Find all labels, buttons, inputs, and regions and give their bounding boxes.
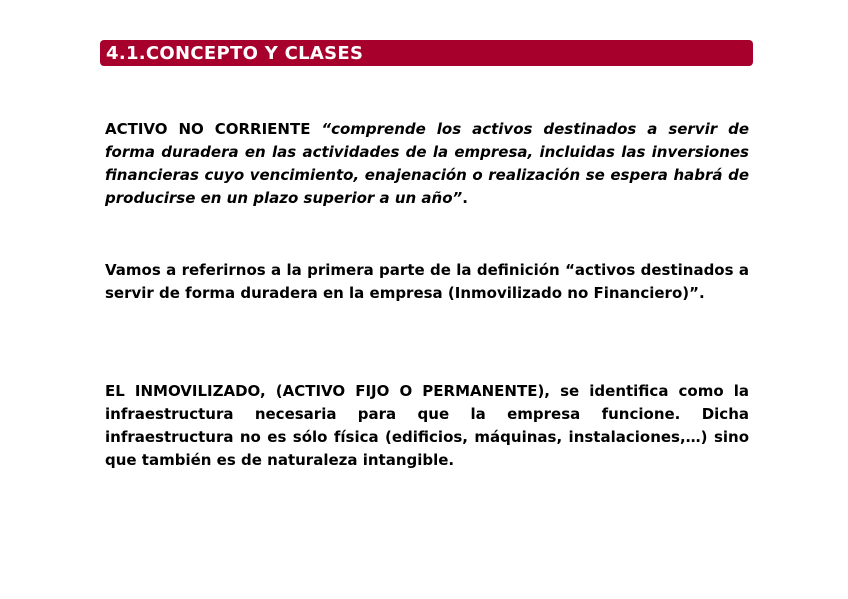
term-activo-no-corriente: ACTIVO NO CORRIENTE xyxy=(105,120,322,138)
definition-quote: “comprende los activos destinados a servir de forma duradera en las actividades de la empresa, incluidas las inversiones financieras cuyo vencimiento, enajenación o realización se espera habrá de producirse en un plazo superior a un año” xyxy=(105,120,750,207)
paragraph-el-inmovilizado: EL INMOVILIZADO, (ACTIVO FIJO O PERMANENTE), se identifica como la infraestructura necesaria para que la empresa funcione. Dicha infraestructura no es sólo física (edificios, máquinas, instalaciones,…) sino que también es de naturaleza intangible. xyxy=(105,382,749,469)
paragraph-inmovilizado-no-financiero: Vamos a referirnos a la primera parte de la definición “activos destinados a servir de forma duradera en la empresa (Inmovilizado no Financiero)”. xyxy=(105,261,749,302)
definition-end-period: . xyxy=(462,189,468,207)
slide-title: 4.1.CONCEPTO Y CLASES xyxy=(106,42,364,64)
paragraph-activo-no-corriente xyxy=(105,118,749,210)
slide-title-bar xyxy=(100,40,753,66)
